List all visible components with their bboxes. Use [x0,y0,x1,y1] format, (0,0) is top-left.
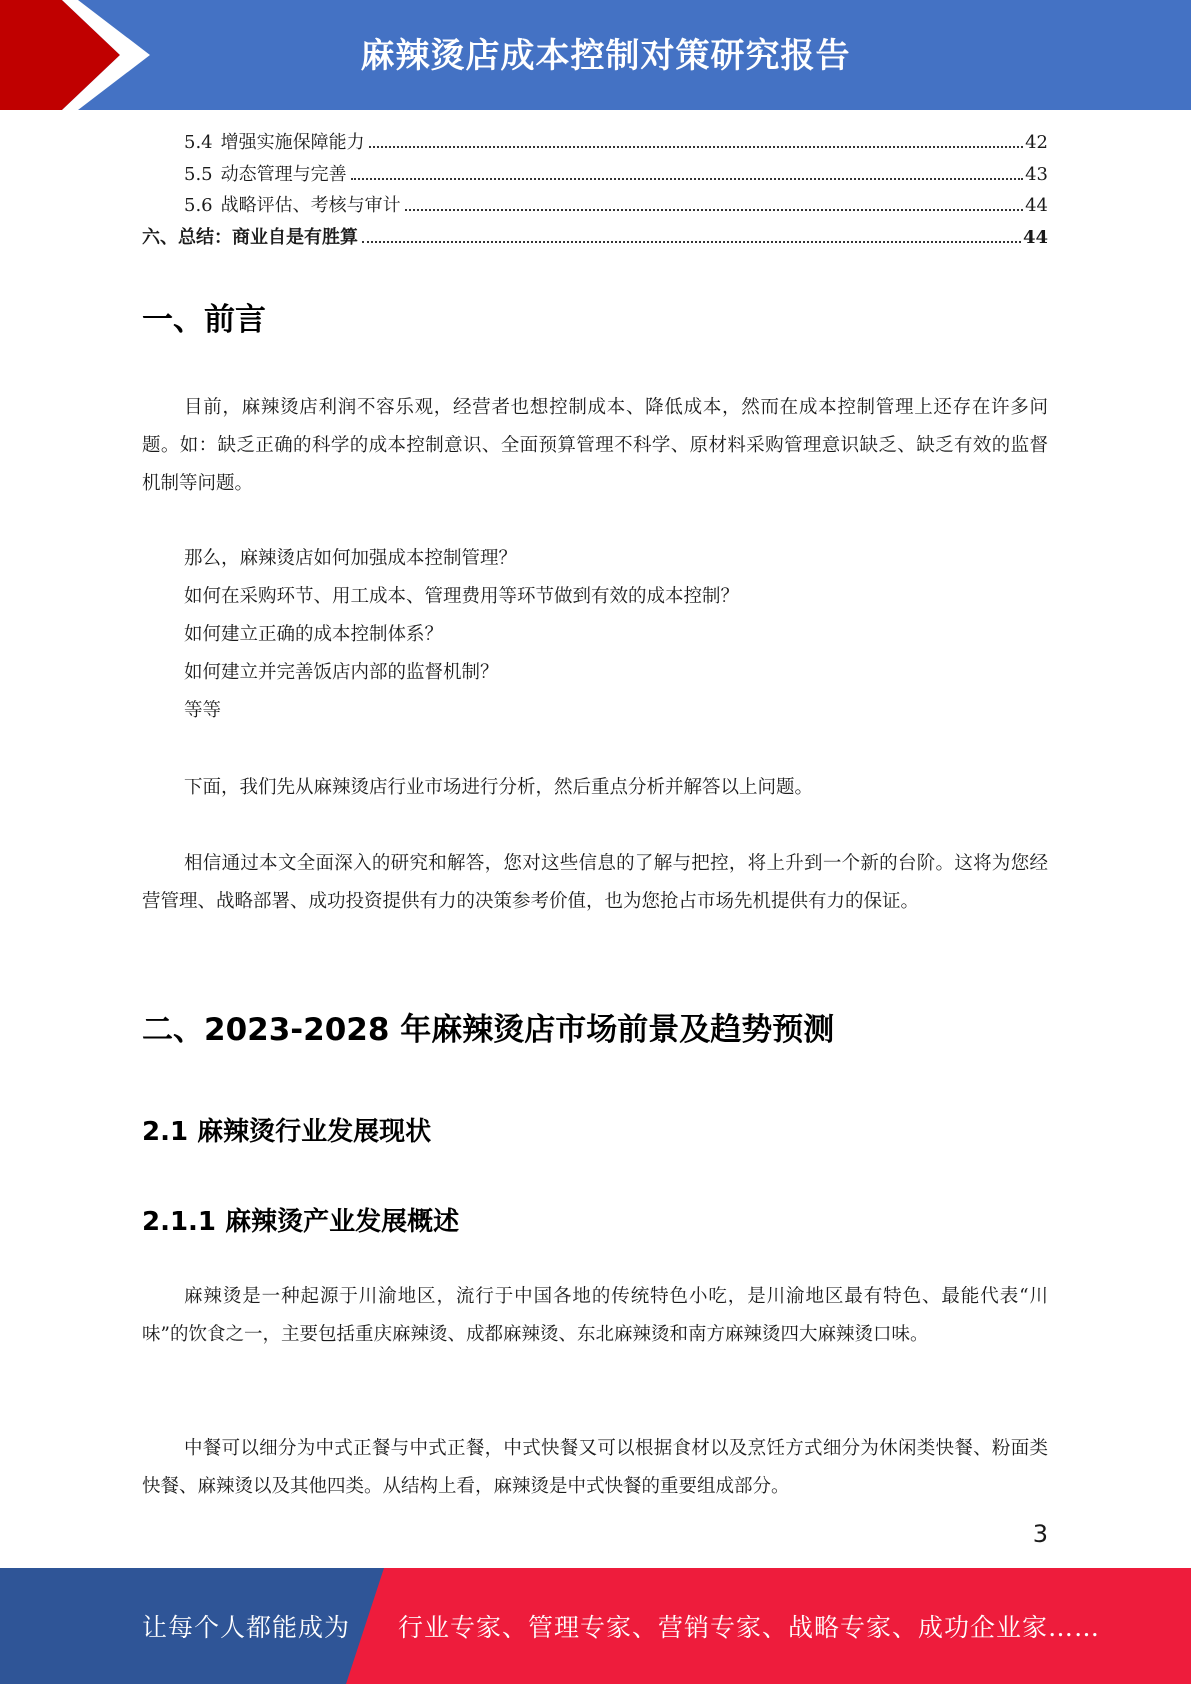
question-line: 如何建立并完善饭店内部的监督机制？ [184,662,499,683]
toc-entry-title: 动态管理与完善 [220,163,347,185]
toc-leader-dots [351,178,1023,180]
page-header [0,0,1191,110]
page-number: 3 [1032,1520,1048,1548]
question-line: 等等 [184,700,222,721]
section-heading-preface: 一、前言 [142,302,266,338]
toc-entry-number: 5.6 [184,195,213,216]
report-title: 麻辣烫店成本控制对策研究报告 [360,36,851,76]
toc-leader-dots [362,241,1021,243]
toc-entry-page: 43 [1025,163,1048,185]
industry-overview-paragraph-2: 中餐可以细分为中式正餐与中式正餐，中式快餐又可以根据食材以及烹饪方式细分为休闲类快餐、粉面类快餐、麻辣烫以及其他四类。从结构上看，麻辣烫是中式快餐的重要组成部分。 [142,1438,1048,1497]
toc-entry-title: 增强实施保障能力 [220,132,365,153]
table-of-contents [142,128,1048,254]
toc-entry-number: 5.4 [184,132,213,153]
toc-entry-page: 44 [1022,226,1048,248]
question-line: 那么，麻辣烫店如何加强成本控制管理？ [184,548,518,569]
question-line: 如何建立正确的成本控制体系？ [184,624,444,645]
toc-leader-dots [369,146,1023,148]
footer-slogan-right: 行业专家、管理专家、营销专家、战略专家、成功企业家…… [398,1613,1101,1642]
preface-paragraph-3: 相信通过本文全面深入的研究和解答，您对这些信息的了解与把控，将上升到一个新的台阶。这将为您经营管理、战略部署、成功投资提供有力的决策参考价值，也为您抢占市场先机提供有力的保证。 [142,853,1048,912]
toc-entry-number: 5.5 [184,163,213,185]
footer-slogan-left: 让每个人都能成为 [142,1613,351,1642]
toc-entry[interactable] [142,160,1048,192]
toc-entry-title: 六、总结：商业自是有胜算 [142,226,358,248]
section-heading-market-forecast: 二、2023-2028 年麻辣烫店市场前景及趋势预测 [142,1012,835,1048]
toc-leader-dots [405,209,1023,211]
toc-entry-title: 战略评估、考核与审计 [220,195,401,216]
toc-entry-page: 44 [1025,195,1048,216]
toc-entry-page: 42 [1025,132,1048,153]
subsubsection-heading: 2.1.1 麻辣烫产业发展概述 [142,1207,460,1237]
subsection-heading: 2.1 麻辣烫行业发展现状 [142,1117,432,1147]
preface-paragraph-2: 下面，我们先从麻辣烫店行业市场进行分析，然后重点分析并解答以上问题。 [184,777,814,798]
preface-paragraph-1: 目前，麻辣烫店利润不容乐观，经营者也想控制成本、降低成本，然而在成本控制管理上还存在许多问题。如：缺乏正确的科学的成本控制意识、全面预算管理不科学、原材料采购管理意识缺乏、缺乏有效的监督机制等问题。 [142,397,1048,494]
toc-entry[interactable] [142,191,1048,223]
industry-overview-paragraph-1: 麻辣烫是一种起源于川渝地区，流行于中国各地的传统特色小吃，是川渝地区最有特色、最能代表“川味”的饮食之一，主要包括重庆麻辣烫、成都麻辣烫、东北麻辣烫和南方麻辣烫四大麻辣烫口味。 [142,1286,1048,1345]
toc-entry[interactable] [142,128,1048,160]
question-line: 如何在采购环节、用工成本、管理费用等环节做到有效的成本控制？ [184,586,740,607]
page-footer [0,1568,1191,1684]
toc-entry-chapter[interactable] [142,223,1048,255]
